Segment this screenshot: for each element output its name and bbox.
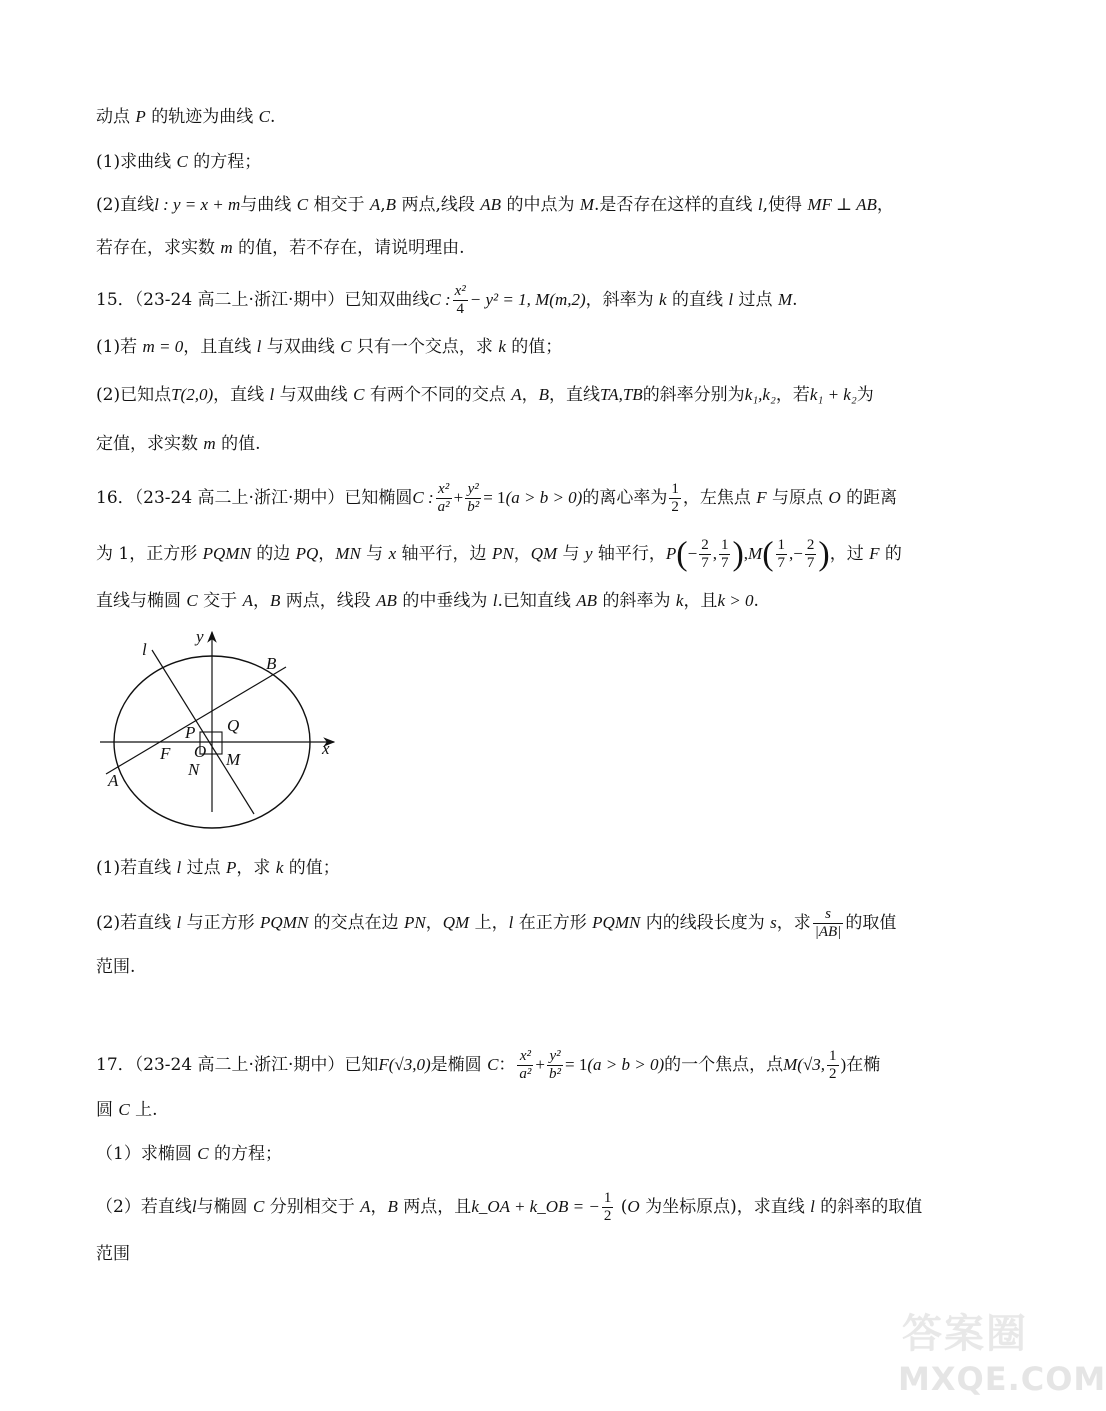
text: ， bbox=[425, 913, 443, 933]
math-var: PQMN bbox=[260, 913, 309, 932]
math-expr: = 1 bbox=[565, 1055, 588, 1074]
text: 只有一个交点，求 bbox=[351, 337, 499, 357]
math-var: P bbox=[226, 858, 237, 877]
text: 定值，求实数 bbox=[96, 434, 204, 454]
question-15-part-1 bbox=[96, 336, 562, 358]
text: 的中点为 bbox=[501, 195, 580, 215]
text: 的斜率分别为 bbox=[642, 385, 745, 405]
text: 的斜率为 bbox=[597, 591, 676, 611]
question-14-part-1 bbox=[96, 151, 261, 173]
math-var: M bbox=[579, 195, 595, 214]
fraction bbox=[547, 1048, 563, 1083]
question-source: （23-24 高二上·浙江·期中） bbox=[134, 488, 345, 508]
math-var: B bbox=[387, 1197, 398, 1216]
operator: − bbox=[687, 544, 698, 563]
text: ，且 bbox=[683, 591, 718, 611]
text: 相交于 bbox=[308, 195, 370, 215]
question-number: 17． bbox=[96, 1055, 135, 1075]
math-var: C bbox=[487, 1055, 499, 1074]
text: （2）若直线 bbox=[96, 1197, 192, 1217]
fraction bbox=[453, 283, 468, 318]
text: 分别相交于 bbox=[264, 1197, 361, 1217]
text: 圆 bbox=[96, 1100, 119, 1120]
label-o: O bbox=[194, 742, 207, 761]
text: (2)若直线 bbox=[96, 913, 177, 933]
math-expr: T(2,0) bbox=[171, 385, 214, 404]
text: .是否存在这样的直线 bbox=[594, 195, 758, 215]
text: （1）求椭圆 bbox=[96, 1144, 198, 1164]
text: 过点 bbox=[733, 290, 778, 310]
label-y: y bbox=[196, 627, 204, 646]
math-var: C bbox=[353, 385, 365, 404]
math-var: B bbox=[385, 195, 397, 214]
math-var: AB bbox=[376, 591, 397, 610]
text: ，求 bbox=[236, 858, 276, 878]
text: 轴平行， bbox=[592, 544, 666, 564]
denominator: 2 bbox=[603, 1208, 612, 1224]
text: 的交点在边 bbox=[308, 913, 405, 933]
text: 范围 bbox=[96, 1244, 130, 1264]
text: 的方程； bbox=[187, 152, 262, 172]
math-expr: k > 0 bbox=[717, 591, 754, 610]
text: (2)直线 bbox=[96, 195, 155, 215]
fraction bbox=[813, 906, 844, 941]
math-var: C bbox=[118, 1100, 130, 1119]
text: 与原点 bbox=[766, 488, 829, 508]
text: 的中垂线为 bbox=[396, 591, 493, 611]
math-var: B bbox=[538, 385, 550, 404]
question-15-part-2-cont bbox=[96, 433, 261, 455]
text-line bbox=[96, 106, 275, 128]
fraction bbox=[805, 537, 817, 572]
math-var: O bbox=[627, 1197, 640, 1216]
text: 有两个不同的交点 bbox=[364, 385, 512, 405]
text: 与 bbox=[360, 544, 389, 564]
math-expr: M(√3, bbox=[783, 1055, 826, 1074]
math-var: l bbox=[508, 913, 514, 932]
math-expr: = 1 bbox=[483, 488, 506, 507]
denominator: 4 bbox=[456, 301, 464, 317]
question-16-stem-3 bbox=[96, 590, 759, 612]
text: (1)求曲线 bbox=[96, 152, 177, 172]
math-var: AB bbox=[576, 591, 598, 610]
numerator: 2 bbox=[806, 537, 815, 553]
label-x: x bbox=[322, 739, 330, 758]
denominator: b² bbox=[467, 499, 480, 515]
question-14-part-2 bbox=[96, 194, 894, 216]
numerator: y² bbox=[465, 481, 481, 499]
math-var: k bbox=[659, 290, 667, 309]
text: 的值，若不存在，请说明理由. bbox=[232, 238, 465, 258]
text: 的方程； bbox=[208, 1144, 282, 1164]
text: 的边 bbox=[250, 544, 296, 564]
text: 的距离 bbox=[840, 488, 898, 508]
text: 的离心率为 bbox=[582, 488, 668, 508]
text: .已知直线 bbox=[497, 591, 577, 611]
math-var: O bbox=[828, 488, 841, 507]
numerator: y² bbox=[547, 1048, 563, 1066]
math-var: l bbox=[269, 385, 275, 404]
text: 与双曲线 bbox=[261, 337, 341, 357]
question-16-part-1 bbox=[96, 857, 340, 879]
denominator: a² bbox=[519, 1066, 532, 1082]
paren-right: ) bbox=[840, 1055, 847, 1074]
math-var: s bbox=[770, 913, 777, 932]
text: ，求 bbox=[776, 913, 811, 933]
fraction bbox=[436, 481, 452, 516]
text: 直线与椭圆 bbox=[96, 591, 187, 611]
text: 轴平行，边 bbox=[396, 544, 492, 564]
paren-left: ( bbox=[762, 535, 774, 573]
label-p: P bbox=[185, 723, 196, 742]
text: 与曲线 bbox=[240, 195, 297, 215]
math-var: C bbox=[176, 152, 188, 171]
math-var: k bbox=[275, 858, 284, 877]
text: 过点 bbox=[181, 858, 227, 878]
text: 已知椭圆 bbox=[344, 488, 413, 508]
text: ，且直线 bbox=[183, 337, 257, 357]
text: ，若 bbox=[775, 385, 810, 405]
text: 已知双曲线 bbox=[344, 290, 430, 310]
question-17-part-2 bbox=[96, 1190, 922, 1225]
operator: + bbox=[535, 1055, 546, 1074]
math-var: l bbox=[176, 858, 182, 877]
question-15-stem bbox=[96, 283, 798, 318]
math-var: A bbox=[511, 385, 522, 404]
math-expr: k₁,k₂ bbox=[744, 385, 776, 404]
numerator: x² bbox=[454, 283, 466, 299]
question-15-part-2 bbox=[96, 384, 874, 406]
question-number: 15． bbox=[96, 290, 135, 310]
text: 与椭圆 bbox=[196, 1197, 253, 1217]
fraction bbox=[669, 481, 681, 516]
math-var: y bbox=[584, 544, 593, 563]
text: 的取值 bbox=[845, 913, 897, 933]
text: ，直线 bbox=[213, 385, 270, 405]
math-var: MN bbox=[335, 544, 361, 563]
math-var: P bbox=[135, 107, 146, 126]
separator: , bbox=[789, 544, 794, 563]
text: 为 1，正方形 bbox=[96, 544, 203, 564]
watermark-logo bbox=[890, 1290, 1106, 1405]
math-var: QM bbox=[530, 544, 558, 563]
text: 动点 bbox=[96, 107, 136, 127]
text: 与双曲线 bbox=[274, 385, 354, 405]
text: (2)已知点 bbox=[96, 385, 172, 405]
math-var: C bbox=[258, 107, 270, 126]
text: 的斜率的取值 bbox=[814, 1197, 923, 1217]
fraction bbox=[719, 537, 731, 572]
math-var: x bbox=[388, 544, 397, 563]
text: ，直线 bbox=[549, 385, 601, 405]
text: 的值； bbox=[505, 337, 563, 357]
text: ： bbox=[498, 1055, 516, 1075]
numerator: x² bbox=[517, 1048, 533, 1066]
math-expr: F(√3,0) bbox=[378, 1055, 431, 1074]
text: 在椭 bbox=[846, 1055, 881, 1075]
text: 已知 bbox=[344, 1055, 379, 1075]
math-var: B bbox=[269, 591, 281, 610]
label-f: F bbox=[160, 744, 171, 763]
math-var: F bbox=[756, 488, 767, 507]
math-var: k bbox=[498, 337, 506, 356]
text: 的 bbox=[879, 544, 902, 564]
math-expr: (m,2) bbox=[549, 290, 586, 309]
math-var: PN bbox=[491, 544, 514, 563]
math-expr: − y² = 1, M bbox=[469, 290, 550, 309]
fraction bbox=[827, 1048, 839, 1083]
text: ， bbox=[876, 195, 894, 215]
fraction bbox=[517, 1048, 533, 1083]
text: ，左焦点 bbox=[682, 488, 757, 508]
math-var: l bbox=[492, 591, 498, 610]
denominator: 7 bbox=[701, 555, 709, 571]
math-var: l bbox=[256, 337, 262, 356]
text: , bbox=[380, 195, 386, 215]
text: 与正方形 bbox=[181, 913, 261, 933]
question-17-stem-2 bbox=[96, 1099, 158, 1121]
text: 内的线段长度为 bbox=[640, 913, 771, 933]
math-expr: (a > b > 0) bbox=[587, 1055, 665, 1074]
math-var: l bbox=[757, 195, 763, 214]
text: 两点，线段 bbox=[280, 591, 377, 611]
text: ， bbox=[318, 544, 336, 564]
question-source: （23-24 高二上·浙江·期中） bbox=[134, 290, 345, 310]
numerator: s bbox=[813, 906, 844, 924]
math-expr: k_OA + k_OB = − bbox=[471, 1197, 600, 1216]
math-var: M bbox=[777, 290, 793, 309]
numerator: 2 bbox=[701, 537, 709, 553]
math-var: l bbox=[176, 913, 182, 932]
text: ， bbox=[513, 544, 531, 564]
numerator: 1 bbox=[671, 481, 679, 497]
math-var: PQMN bbox=[202, 544, 251, 563]
math-expr: k₁ + k₂ bbox=[809, 385, 857, 404]
text: ， bbox=[370, 1197, 388, 1217]
denominator: 7 bbox=[777, 555, 786, 571]
math-var: l bbox=[810, 1197, 815, 1216]
math-expr: m = 0 bbox=[142, 337, 184, 356]
paren-left: ( bbox=[676, 535, 688, 573]
paren-right: ) bbox=[818, 535, 830, 573]
watermark-text: 答案圈 bbox=[902, 1311, 1028, 1357]
numerator: x² bbox=[436, 481, 452, 499]
text: . bbox=[753, 591, 759, 611]
text: 的一个焦点，点 bbox=[664, 1055, 784, 1075]
paren-right: ) bbox=[732, 535, 744, 573]
text: ， bbox=[521, 385, 539, 405]
math-expr: MF ⊥ AB bbox=[807, 195, 877, 214]
fraction bbox=[776, 537, 788, 572]
text: 的值. bbox=[215, 434, 261, 454]
text: 是椭圆 bbox=[430, 1055, 488, 1075]
math-var: A bbox=[242, 591, 253, 610]
denominator: |AB| bbox=[814, 924, 842, 940]
label-b: B bbox=[266, 654, 277, 673]
text: (1)若直线 bbox=[96, 858, 177, 878]
ellipse-diagram bbox=[96, 622, 356, 802]
text: 上， bbox=[469, 913, 509, 933]
text: . bbox=[269, 107, 276, 127]
numerator: 1 bbox=[829, 1048, 837, 1064]
question-source: （23-24 高二上·浙江·期中） bbox=[134, 1055, 345, 1075]
operator: + bbox=[453, 488, 464, 507]
operator: − bbox=[793, 544, 803, 563]
fraction bbox=[465, 481, 481, 516]
math-var: P bbox=[665, 544, 677, 563]
math-var: C : bbox=[429, 290, 451, 309]
math-var: m bbox=[220, 238, 233, 257]
denominator: 7 bbox=[720, 555, 729, 571]
text: 的值； bbox=[283, 858, 340, 878]
math-expr: l : y = x + m bbox=[154, 195, 241, 214]
label-n: N bbox=[188, 760, 200, 779]
separator: , bbox=[712, 544, 717, 563]
question-17-part-1 bbox=[96, 1143, 282, 1165]
math-var: F bbox=[869, 544, 880, 563]
text: 两点，且 bbox=[397, 1197, 472, 1217]
numerator: 1 bbox=[720, 537, 729, 553]
math-var: l bbox=[191, 1197, 197, 1216]
question-17-stem bbox=[96, 1048, 880, 1083]
label-q: Q bbox=[227, 716, 240, 735]
math-var: M bbox=[748, 544, 763, 563]
text: 上. bbox=[129, 1100, 158, 1120]
math-var: m bbox=[203, 434, 216, 453]
question-16-stem bbox=[96, 481, 897, 516]
text: 与 bbox=[557, 544, 585, 564]
question-16-stem-2 bbox=[96, 537, 902, 572]
denominator: 2 bbox=[829, 1066, 837, 1082]
question-14-part-2-cont bbox=[96, 237, 465, 259]
math-var: C bbox=[252, 1197, 265, 1216]
math-var: C bbox=[197, 1144, 209, 1163]
math-var: PQ bbox=[295, 544, 319, 563]
text: 为 bbox=[856, 385, 874, 405]
fraction bbox=[602, 1190, 614, 1225]
label-m: M bbox=[226, 750, 241, 769]
text: ( bbox=[615, 1197, 628, 1217]
text: . bbox=[792, 290, 798, 310]
label-a: A bbox=[108, 771, 119, 790]
denominator: 2 bbox=[671, 499, 679, 515]
label-l: l bbox=[142, 640, 147, 659]
fraction bbox=[699, 537, 711, 572]
question-17-part-2-cont bbox=[96, 1243, 130, 1265]
text: ， bbox=[252, 591, 270, 611]
text: 在正方形 bbox=[513, 913, 593, 933]
text: ,使得 bbox=[762, 195, 808, 215]
separator: , bbox=[743, 544, 749, 563]
math-var: AB bbox=[480, 195, 502, 214]
text: ，斜率为 bbox=[585, 290, 660, 310]
math-var: l bbox=[728, 290, 734, 309]
numerator: 1 bbox=[603, 1190, 612, 1206]
math-var: C bbox=[296, 195, 309, 214]
text: 的直线 bbox=[666, 290, 729, 310]
math-var: k bbox=[675, 591, 684, 610]
text: 若存在，求实数 bbox=[96, 238, 221, 258]
question-16-part-2 bbox=[96, 906, 896, 941]
denominator: b² bbox=[549, 1066, 562, 1082]
math-var: C bbox=[186, 591, 198, 610]
math-var: A bbox=[360, 1197, 371, 1216]
text: 的轨迹为曲线 bbox=[145, 107, 259, 127]
math-var: C bbox=[340, 337, 352, 356]
text: ，过 bbox=[829, 544, 870, 564]
math-var: QM bbox=[442, 913, 470, 932]
text: 为坐标原点)，求直线 bbox=[639, 1197, 811, 1217]
watermark-url: MXQE.COM bbox=[898, 1360, 1106, 1398]
denominator: a² bbox=[437, 499, 450, 515]
math-var: PQMN bbox=[592, 913, 641, 932]
text: 两点,线段 bbox=[396, 195, 481, 215]
math-expr: TA,TB bbox=[600, 385, 643, 404]
math-var: C : bbox=[412, 488, 434, 507]
text: 交于 bbox=[197, 591, 243, 611]
question-number: 16． bbox=[96, 488, 135, 508]
question-16-part-2-cont bbox=[96, 956, 135, 978]
denominator: 7 bbox=[806, 555, 815, 571]
text: 范围. bbox=[96, 957, 136, 977]
numerator: 1 bbox=[777, 537, 786, 553]
math-var: PN bbox=[404, 913, 426, 932]
text: (1)若 bbox=[96, 337, 143, 357]
math-expr: (a > b > 0) bbox=[505, 488, 583, 507]
math-var: A bbox=[369, 195, 381, 214]
